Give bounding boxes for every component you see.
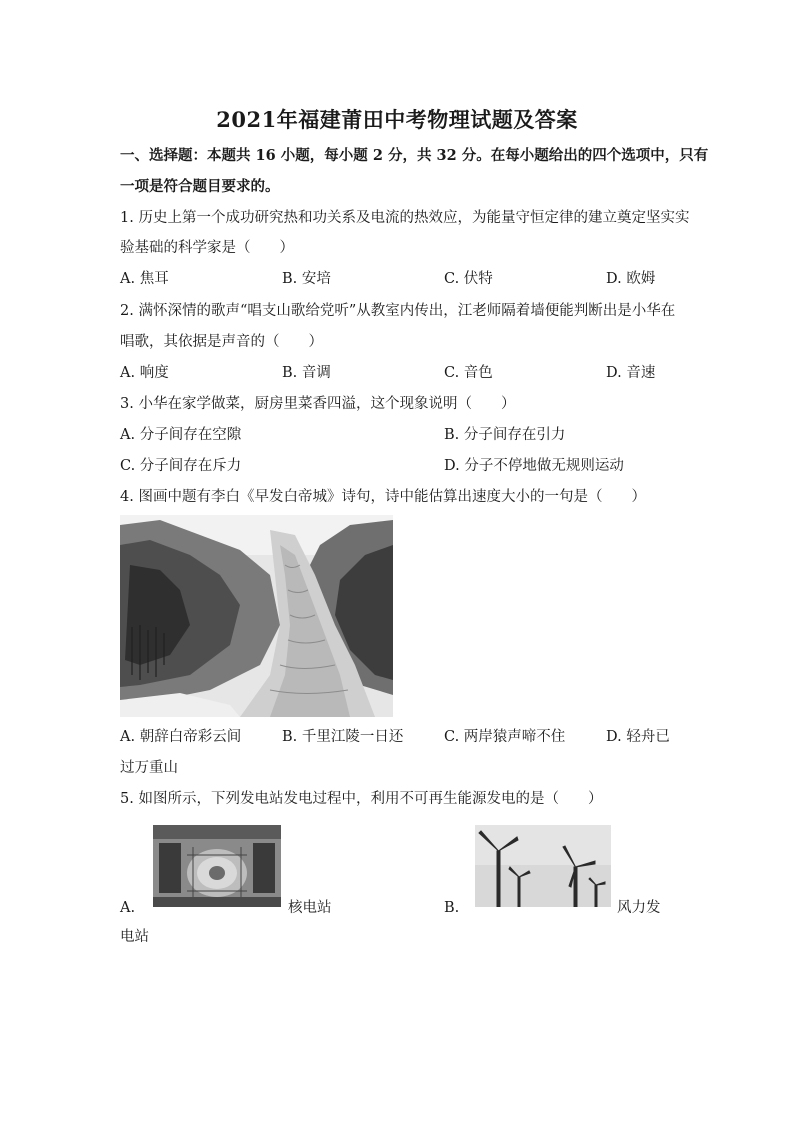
nuclear-plant-image [153, 825, 281, 907]
wind-turbines-image [475, 825, 611, 907]
question-4-line-1: 4. 图画中题有李白《早发白帝城》诗句，诗中能估算出速度大小的一句是（ ） [120, 489, 646, 505]
question-1-option-b: B. 安培 [282, 271, 331, 287]
question-4-option-d-wrap: 过万重山 [120, 760, 178, 776]
question-4-option-a: A. 朝辞白帝彩云间 [120, 729, 242, 745]
question-2-option-b: B. 音调 [282, 365, 331, 381]
question-1-line-2: 验基础的科学家是（ ） [120, 240, 294, 256]
question-5-option-b-wrap: 电站 [120, 929, 149, 945]
question-2-line-2: 唱歌，其依据是声音的（ ） [120, 334, 323, 350]
section-heading-line-1: 一、选择题：本题共 16 小题，每小题 2 分，共 32 分。在每小题给出的四个选项中，只有 [120, 147, 709, 164]
page-title: 2021年福建莆田中考物理试题及答案 [216, 107, 578, 132]
question-5-option-b-letter: B. [444, 900, 460, 916]
question-2-line-1: 2. 满怀深情的歌声“唱支山歌给党听”从教室内传出，江老师隔着墙便能判断出是小华在 [120, 303, 676, 319]
question-5-option-a-letter: A. [120, 900, 136, 916]
question-1-option-c: C. 伏特 [444, 271, 493, 287]
question-5-option-b-text: 风力发 [617, 900, 661, 916]
question-1-option-a: A. 焦耳 [120, 271, 169, 287]
question-3-option-a: A. 分子间存在空隙 [120, 427, 242, 443]
section-heading-line-2: 一项是符合题目要求的。 [120, 178, 280, 195]
question-5-line-1: 5. 如图所示，下列发电站发电过程中，利用不可再生能源发电的是（ ） [120, 791, 603, 807]
question-4-option-d: D. 轻舟已 [606, 729, 670, 745]
question-1-option-d: D. 欧姆 [606, 271, 656, 287]
question-3-option-d: D. 分子不停地做无规则运动 [444, 458, 624, 474]
landscape-painting-image [120, 515, 393, 717]
question-4-option-b: B. 千里江陵一日还 [282, 729, 404, 745]
question-3-option-c: C. 分子间存在斥力 [120, 458, 242, 474]
question-1-line-1: 1. 历史上第一个成功研究热和功关系及电流的热效应，为能量守恒定律的建立奠定坚实实 [120, 210, 690, 226]
question-5-option-a-text: 核电站 [288, 900, 332, 916]
question-3-line-1: 3. 小华在家学做菜，厨房里菜香四溢，这个现象说明（ ） [120, 396, 516, 412]
question-2-option-a: A. 响度 [120, 365, 169, 381]
question-2-option-c: C. 音色 [444, 365, 493, 381]
question-4-option-c: C. 两岸猿声啼不住 [444, 729, 566, 745]
question-3-option-b: B. 分子间存在引力 [444, 427, 566, 443]
question-2-option-d: D. 音速 [606, 365, 656, 381]
